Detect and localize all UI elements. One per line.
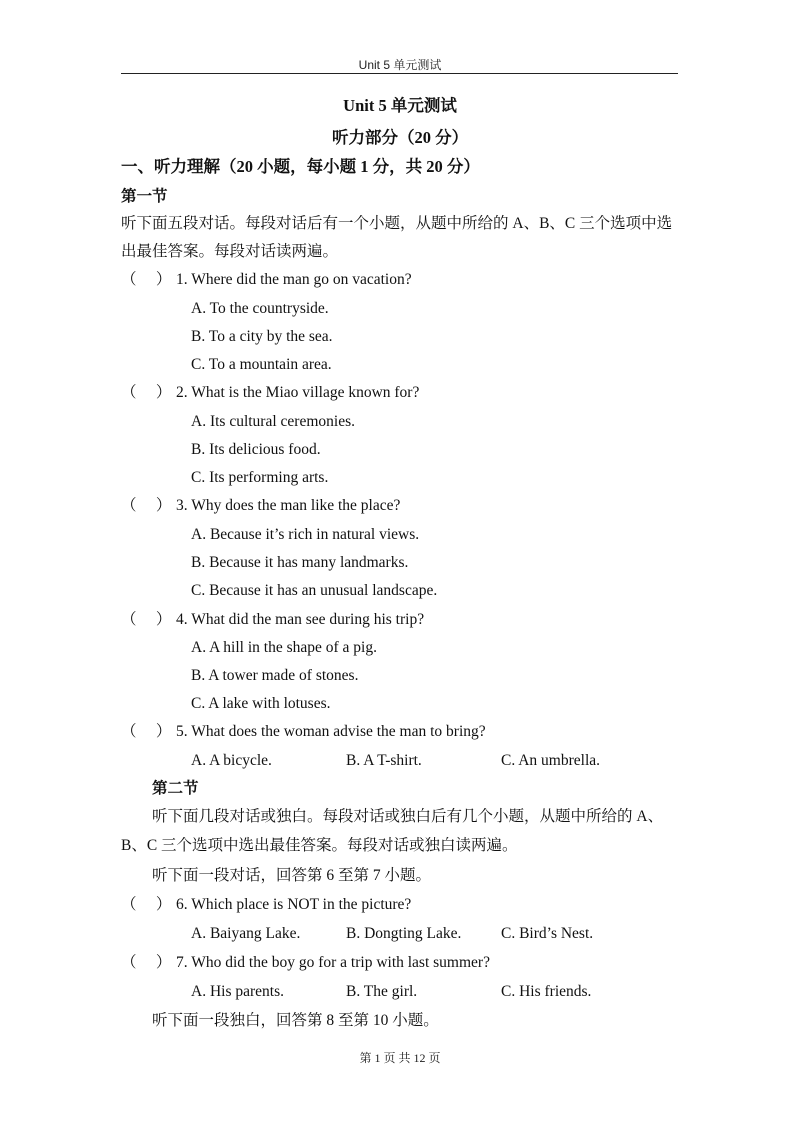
option-b: B. To a city by the sea. <box>191 328 333 345</box>
option-c: C. Because it has an unusual landscape. <box>191 582 438 599</box>
option-a: A. Its cultural ceremonies. <box>191 413 355 430</box>
section1-instruction-line1: 听下面五段对话。每段对话后有一个小题，从题中所给的 A、B、C 三个选项中选 <box>121 215 673 232</box>
monologue-note: 听下面一段独白，回答第 8 至第 10 小题。 <box>152 1012 439 1029</box>
question-text: 7. Who did the boy go for a trip with last summer? <box>176 954 490 971</box>
answer-blank[interactable]: （ ） <box>121 723 172 740</box>
answer-blank[interactable]: （ ） <box>121 896 172 913</box>
option-c: C. Bird’s Nest. <box>501 925 594 942</box>
option-c: C. To a mountain area. <box>191 356 332 373</box>
option-c: C. An umbrella. <box>501 752 601 769</box>
dialog-note: 听下面一段对话，回答第 6 至第 7 小题。 <box>152 867 432 884</box>
answer-blank[interactable]: （ ） <box>121 954 172 971</box>
option-b: B. A T-shirt. <box>346 752 422 769</box>
part1-heading: 一、听力理解（20 小题，每小题 1 分，共 20 分） <box>121 157 480 176</box>
option-b: B. Its delicious food. <box>191 441 321 458</box>
option-c: C. Its performing arts. <box>191 469 329 486</box>
option-a: A. To the countryside. <box>191 300 329 317</box>
question-text: 2. What is the Miao village known for? <box>176 384 420 401</box>
option-a: A. His parents. <box>191 983 284 1000</box>
option-b: B. The girl. <box>346 983 418 1000</box>
option-b: B. Because it has many landmarks. <box>191 554 409 571</box>
header-rule <box>121 73 678 74</box>
option-b: B. Dongting Lake. <box>346 925 462 942</box>
option-a: A. Because it’s rich in natural views. <box>191 526 420 543</box>
question-text: 4. What did the man see during his trip? <box>176 611 425 628</box>
option-c: C. A lake with lotuses. <box>191 695 331 712</box>
option-c: C. His friends. <box>501 983 592 1000</box>
option-a: A. A bicycle. <box>191 752 272 769</box>
section2-instruction-line1: 听下面几段对话或独白。每段对话或独白后有几个小题，从题中所给的 A、 <box>152 808 664 825</box>
option-a: A. A hill in the shape of a pig. <box>191 639 377 656</box>
option-b: B. A tower made of stones. <box>191 667 359 684</box>
question-text: 1. Where did the man go on vacation? <box>176 271 412 288</box>
question-text: 6. Which place is NOT in the picture? <box>176 896 412 913</box>
section1-heading: 第一节 <box>121 188 168 205</box>
answer-blank[interactable]: （ ） <box>121 611 172 628</box>
page-footer: 第 1 页 共 12 页 <box>359 1051 441 1065</box>
question-text: 5. What does the woman advise the man to bring? <box>176 723 486 740</box>
answer-blank[interactable]: （ ） <box>121 271 172 288</box>
section2-heading: 第二节 <box>152 780 199 797</box>
answer-blank[interactable]: （ ） <box>121 497 172 514</box>
section2-instruction-line2: B、C 三个选项中选出最佳答案。每段对话或独白读两遍。 <box>121 837 518 854</box>
section1-instruction-line2: 出最佳答案。每段对话读两遍。 <box>121 243 339 260</box>
running-header: Unit 5 单元测试 <box>358 58 442 72</box>
question-text: 3. Why does the man like the place? <box>176 497 401 514</box>
document-title: Unit 5 单元测试 <box>343 96 457 115</box>
option-a: A. Baiyang Lake. <box>191 925 301 942</box>
document-subtitle: 听力部分（20 分） <box>331 128 469 147</box>
answer-blank[interactable]: （ ） <box>121 384 172 401</box>
